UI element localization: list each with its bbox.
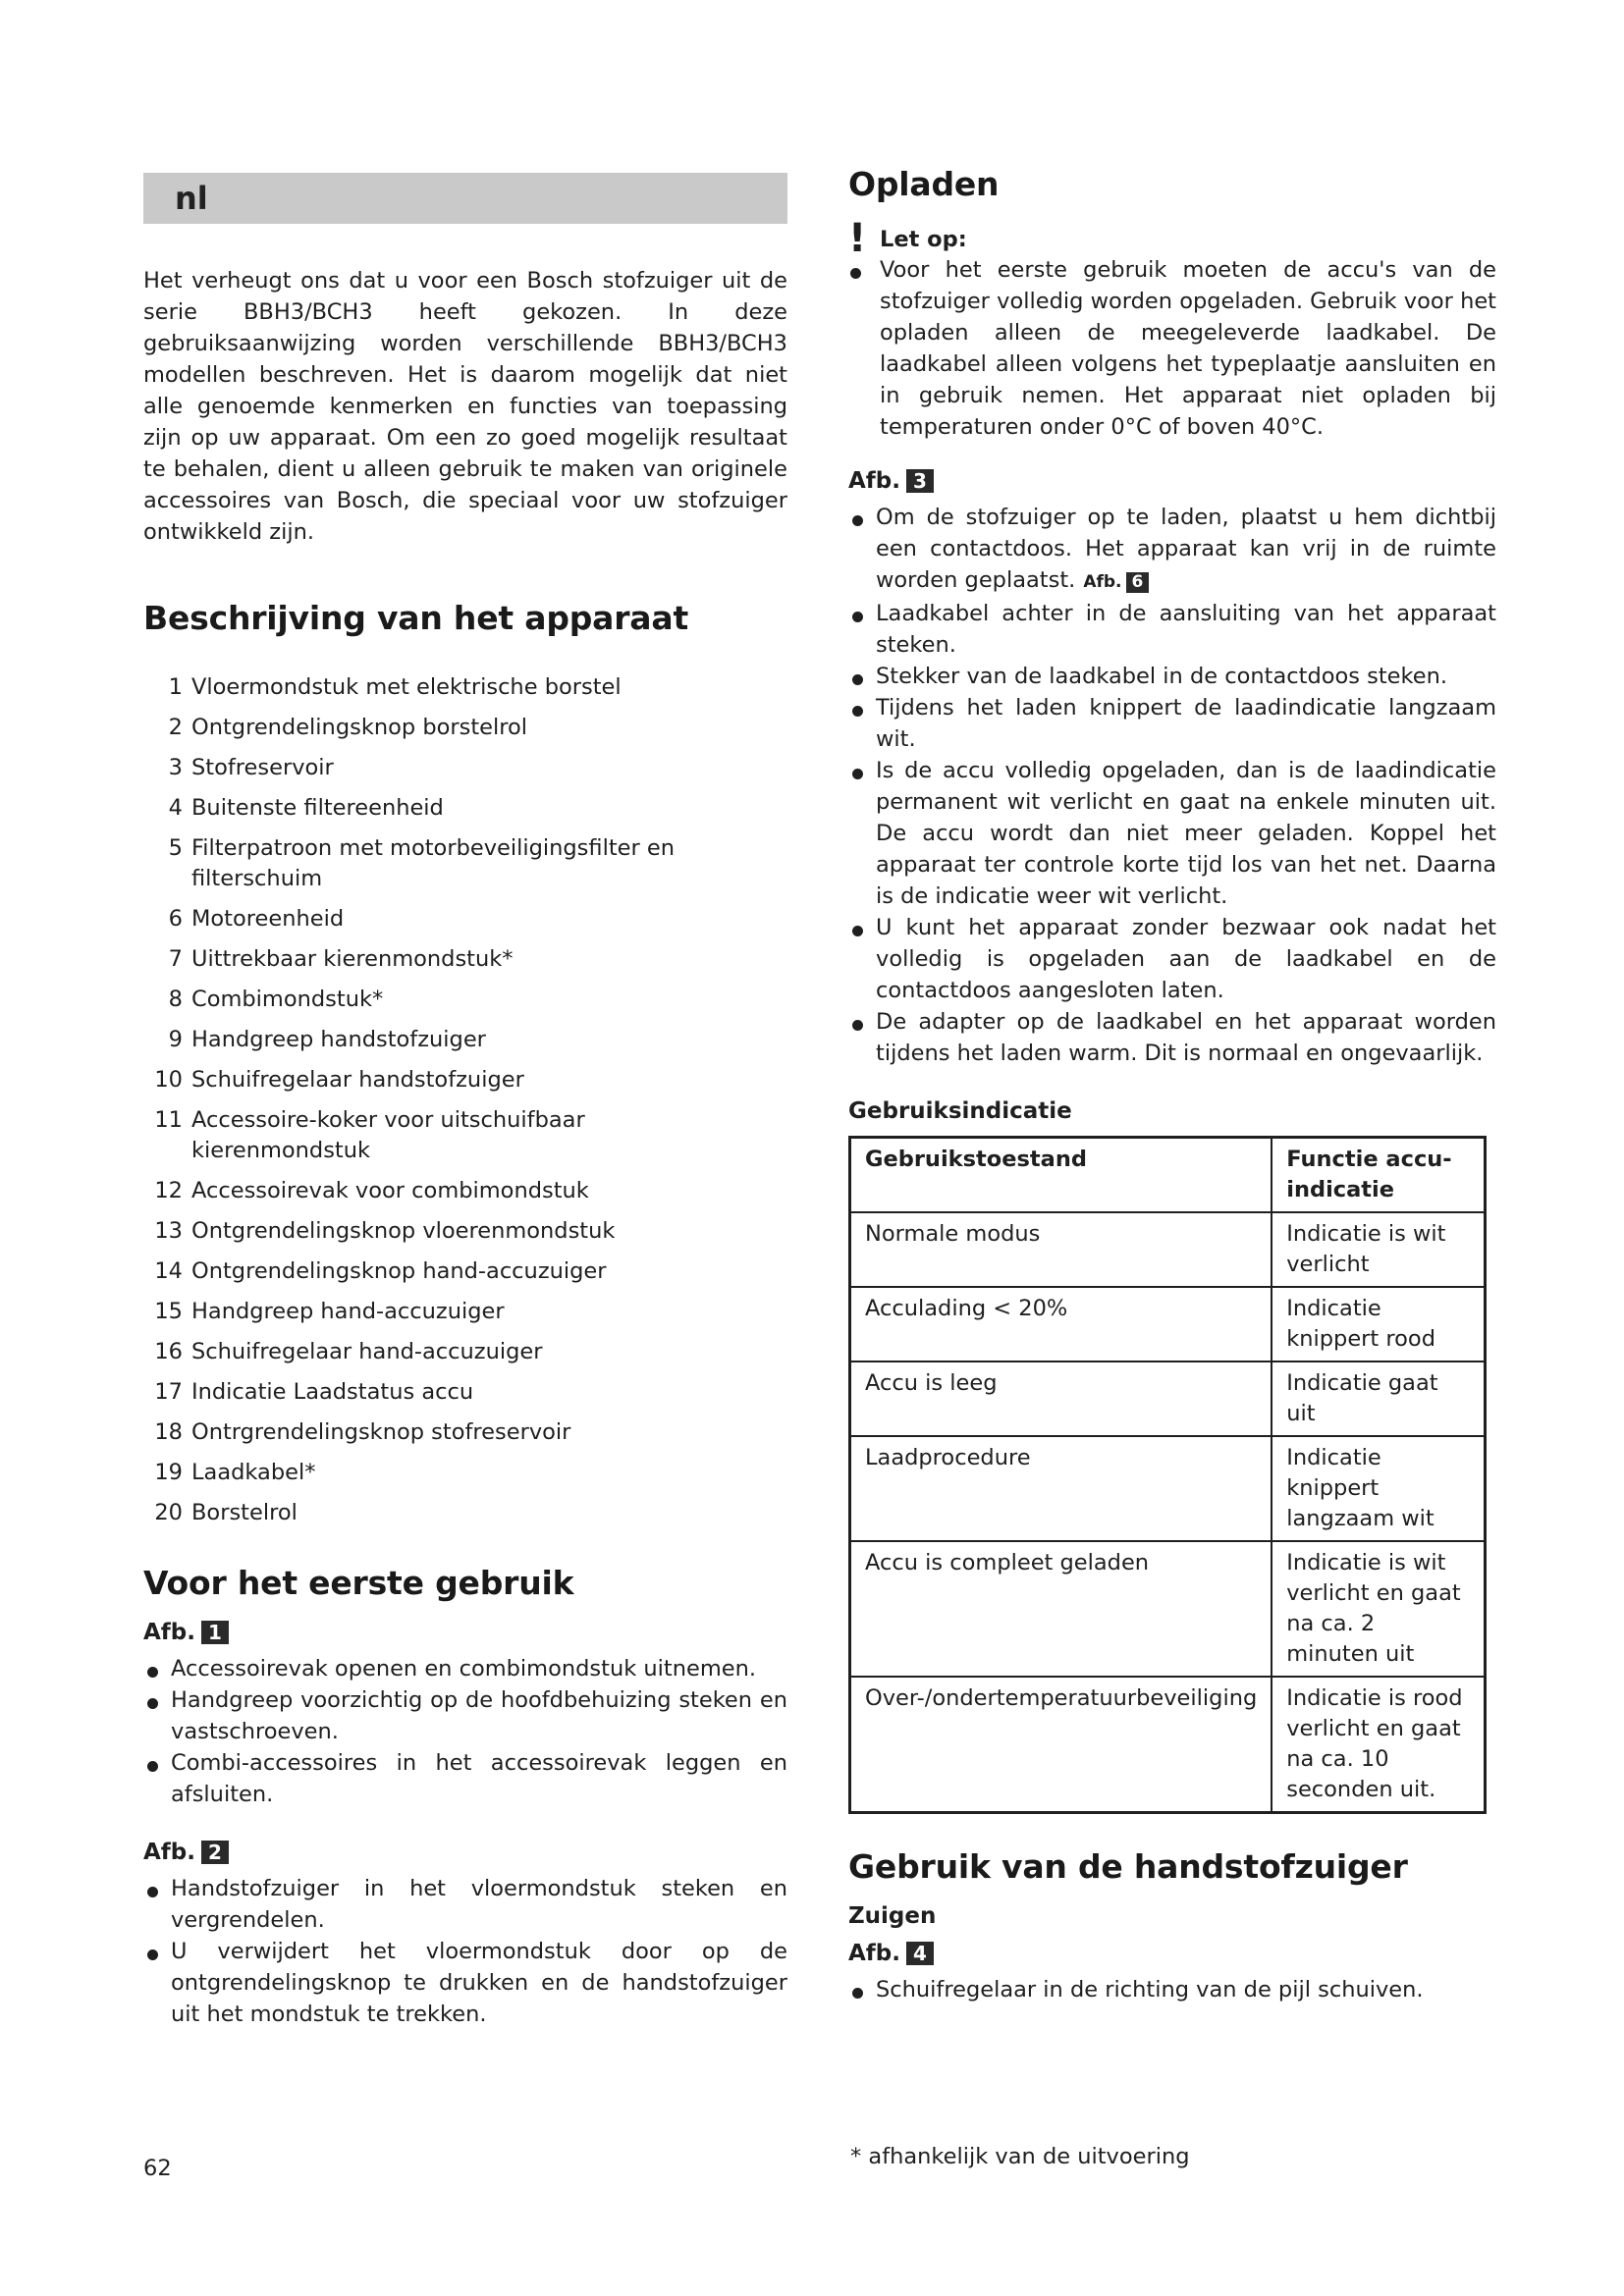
figure-label: Afb. — [143, 1840, 196, 1865]
table-cell: Indicatie knippert langzaam wit — [1272, 1436, 1485, 1541]
part-label: Combimondstuk* — [191, 987, 384, 1012]
list-item: Stekker van de laadkabel in de contactdoos steken. — [848, 661, 1496, 692]
part-label: Ontgrendelingsknop hand-accuzuiger — [191, 1258, 607, 1284]
list-item — [143, 1377, 787, 1408]
part-label: Handgreep hand-accuzuiger — [191, 1299, 505, 1324]
part-label: Indicatie Laadstatus accu — [191, 1379, 474, 1405]
table-cell: Indicatie knippert rood — [1272, 1287, 1485, 1362]
figure-number-badge: 4 — [906, 1942, 934, 1965]
part-label: Filterpatroon met motorbeveiligingsfilter en filterschuim — [191, 835, 676, 891]
warning-exclamation-icon: ! — [848, 225, 880, 443]
table-row — [850, 1541, 1486, 1677]
list-item — [143, 1065, 787, 1095]
part-number: 1 — [168, 674, 183, 700]
list-item — [143, 1337, 787, 1367]
table-cell: Indicatie gaat uit — [1272, 1362, 1485, 1436]
page-number: 62 — [143, 2156, 172, 2181]
fig2-steps — [143, 1873, 787, 2030]
part-label: Laadkabel* — [191, 1460, 316, 1485]
part-label: Ontrgrendelingsknop stofreservoir — [191, 1419, 571, 1445]
part-label: Uittrekbaar kierenmondstuk* — [191, 946, 514, 972]
part-label: Stofreservoir — [191, 755, 334, 780]
figure-label: Afb. — [848, 468, 901, 494]
figure-number-badge: 3 — [906, 469, 934, 493]
list-item — [143, 904, 787, 934]
list-item — [143, 1297, 787, 1327]
list-item — [143, 833, 787, 894]
table-row — [850, 1677, 1486, 1813]
list-item — [143, 1216, 787, 1247]
table-row — [850, 1436, 1486, 1541]
footnote: * afhankelijk van de uitvoering — [850, 2144, 1190, 2169]
list-item: Handstofzuiger in het vloermondstuk steken en vergrendelen. — [143, 1873, 787, 1936]
list-item — [143, 1458, 787, 1488]
part-label: Accessoirevak voor combimondstuk — [191, 1178, 589, 1203]
figure-label: Afb. — [848, 1941, 901, 1966]
language-tab: nl — [143, 173, 787, 224]
part-number: 17 — [154, 1379, 183, 1405]
table-cell: Indicatie is wit verlicht — [1272, 1212, 1485, 1287]
table-row — [850, 1287, 1486, 1362]
part-number: 5 — [168, 835, 183, 861]
figure-number-badge: 6 — [1126, 572, 1150, 593]
part-label: Handgreep handstofzuiger — [191, 1027, 486, 1052]
list-item: Handgreep voorzichtig op de hoofdbehuizing steken en vastschroeven. — [143, 1684, 787, 1747]
part-label: Schuifregelaar handstofzuiger — [191, 1067, 524, 1093]
part-number: 3 — [168, 755, 183, 780]
table-header-row — [850, 1138, 1486, 1213]
part-label: Schuifregelaar hand-accuzuiger — [191, 1339, 543, 1364]
list-item: U kunt het apparaat zonder bezwaar ook nadat het volledig is opgeladen aan de laadkabel en de contactdoos aangesloten laten. — [848, 912, 1496, 1006]
part-number: 4 — [168, 795, 183, 821]
list-item — [143, 793, 787, 824]
step-text: Om de stofzuiger op te laden, plaatst u hem dichtbij een contactdoos. Het apparaat kan vrij in de ruimte worden geplaatst. — [876, 505, 1496, 593]
list-item: Is de accu volledig opgeladen, dan is de laadindicatie permanent wit verlicht en gaat na enkele minuten uit. De accu wordt dan niet meer geladen. Koppel het apparaat ter controle korte tijd los van het net. Daarna is de indicatie weer wit verlicht. — [848, 755, 1496, 912]
list-item — [143, 1176, 787, 1206]
table-cell: Laadprocedure — [850, 1436, 1272, 1541]
list-item — [143, 713, 787, 743]
figure-ref-4 — [848, 1941, 1496, 1966]
list-item — [143, 1025, 787, 1055]
charging-heading: Opladen — [848, 165, 1000, 203]
suction-subheading: Zuigen — [848, 1903, 937, 1929]
parts-list — [143, 672, 787, 1528]
description-heading: Beschrijving van het apparaat — [143, 599, 689, 637]
intro-paragraph: Het verheugt ons dat u voor een Bosch stofzuiger uit de serie BBH3/BCH3 heeft gekozen. In deze gebruiksaanwijzing worden verschillende BBH3/BCH3 modellen beschreven. Het is daarom mogelijk dat niet alle genoemde kenmerken en functies van toepassing zijn op uw apparaat. Om een zo goed mogelijk resultaat te behalen, dient u alleen gebruik te maken van originele accessoires van Bosch, die speciaal voor uw stofzuiger ontwikkeld zijn. — [143, 268, 787, 545]
part-number: 10 — [154, 1067, 183, 1093]
list-item: Schuifregelaar in de richting van de pijl schuiven. — [848, 1974, 1496, 2005]
table-cell: Over-/ondertemperatuurbeveiliging — [850, 1677, 1272, 1813]
list-item — [143, 1256, 787, 1287]
column-header: Functie accu-indicatie — [1272, 1138, 1485, 1213]
figure-label: Afb. — [143, 1620, 196, 1645]
part-label: Ontgrendelingsknop borstelrol — [191, 715, 528, 740]
charging-steps — [848, 502, 1496, 1069]
note-title: Let op: — [880, 227, 967, 252]
figure-number-badge: 1 — [201, 1621, 229, 1644]
table-cell: Indicatie is rood verlicht en gaat na ca. 10 seconden uit. — [1272, 1677, 1485, 1813]
part-label: Borstelrol — [191, 1500, 298, 1525]
table-row — [850, 1362, 1486, 1436]
part-label: Vloermondstuk met elektrische borstel — [191, 674, 622, 700]
list-item: U verwijdert het vloermondstuk door op de ontgrendelingsknop te drukken en de handstofzuiger uit het mondstuk te trekken. — [143, 1936, 787, 2030]
part-number: 9 — [168, 1027, 183, 1052]
usage-indicator-table — [848, 1136, 1487, 1814]
hand-use-steps — [848, 1974, 1496, 2005]
list-item — [143, 1105, 787, 1166]
part-number: 19 — [154, 1460, 183, 1485]
column-header: Gebruikstoestand — [850, 1138, 1272, 1213]
hand-use-heading: Gebruik van de handstofzuiger — [848, 1847, 1408, 1886]
part-label: Buitenste filtereenheid — [191, 795, 444, 821]
usage-indicator-heading: Gebruiksindicatie — [848, 1098, 1072, 1124]
fig1-steps — [143, 1653, 787, 1810]
right-column — [848, 165, 1496, 2005]
part-number: 15 — [154, 1299, 183, 1324]
list-item: Combi-accessoires in het accessoirevak leggen en afsluiten. — [143, 1747, 787, 1810]
list-item — [143, 1498, 787, 1528]
list-item — [848, 502, 1496, 598]
part-number: 7 — [168, 946, 183, 972]
list-item — [143, 944, 787, 975]
table-cell: Normale modus — [850, 1212, 1272, 1287]
part-number: 6 — [168, 906, 183, 932]
table-row — [850, 1212, 1486, 1287]
list-item — [143, 753, 787, 783]
part-number: 20 — [154, 1500, 183, 1525]
first-use-heading: Voor het eerste gebruik — [143, 1564, 574, 1602]
part-number: 8 — [168, 987, 183, 1012]
note-text: Voor het eerste gebruik moeten de accu's van de stofzuiger volledig worden opgeladen. Gebruik voor het opladen alleen de meegeleverde laadkabel. De laadkabel alleen volgens het typeplaatje aansluiten en in gebruik nemen. Het apparaat niet opladen bij temperaturen onder 0°C of boven 40°C. — [880, 257, 1496, 440]
figure-ref-2 — [143, 1840, 787, 1865]
list-item: Accessoirevak openen en combimondstuk uitnemen. — [143, 1653, 787, 1684]
part-number: 14 — [154, 1258, 183, 1284]
table-cell: Accu is leeg — [850, 1362, 1272, 1436]
list-item — [143, 672, 787, 703]
figure-ref-3 — [848, 468, 1496, 494]
part-number: 16 — [154, 1339, 183, 1364]
part-number: 2 — [168, 715, 183, 740]
figure-label: Afb. — [1083, 572, 1122, 592]
list-item — [143, 985, 787, 1015]
list-item: De adapter op de laadkabel en het apparaat worden tijdens het laden warm. Dit is normaal en ongevaarlijk. — [848, 1006, 1496, 1069]
part-label: Motoreenheid — [191, 906, 345, 932]
part-number: 11 — [154, 1107, 183, 1133]
part-number: 12 — [154, 1178, 183, 1203]
list-item: Laadkabel achter in de aansluiting van het apparaat steken. — [848, 598, 1496, 661]
table-cell: Indicatie is wit verlicht en gaat na ca. 2 minuten uit — [1272, 1541, 1485, 1677]
figure-number-badge: 2 — [201, 1841, 229, 1864]
part-number: 13 — [154, 1218, 183, 1244]
left-column — [143, 173, 787, 2030]
table-cell: Accu is compleet geladen — [850, 1541, 1272, 1677]
list-item — [143, 1417, 787, 1448]
table-cell: Acculading < 20% — [850, 1287, 1272, 1362]
part-label: Ontgrendelingsknop vloerenmondstuk — [191, 1218, 616, 1244]
part-number: 18 — [154, 1419, 183, 1445]
list-item: Tijdens het laden knippert de laadindicatie langzaam wit. — [848, 692, 1496, 755]
part-label: Accessoire-koker voor uitschuifbaar kierenmondstuk — [191, 1107, 585, 1163]
figure-ref-1 — [143, 1620, 787, 1645]
warning-note — [848, 216, 1496, 443]
